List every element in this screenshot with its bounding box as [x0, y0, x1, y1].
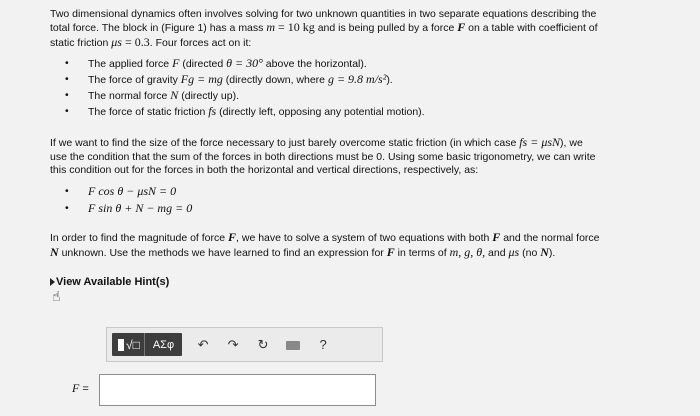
caret-right-icon[interactable]: [50, 278, 55, 286]
hints-area: [50, 276, 695, 305]
undo-icon[interactable]: ↶: [197, 336, 209, 352]
list-item: • The applied force F (directed θ = 30° above the horizontal).: [50, 56, 695, 72]
list-item: • The normal force N (directly up).: [50, 88, 695, 104]
answer-label: F =: [72, 381, 89, 395]
reset-icon[interactable]: ↻: [257, 336, 269, 352]
answer-input[interactable]: [99, 374, 376, 406]
problem-text: [50, 8, 695, 305]
mu-s-value: = 0.3: [121, 34, 150, 49]
instruction-paragraph: In order to find the magnitude of force F, we have to solve a system of two equations with both F and the normal force N unknown. Use the methods we have learned to find an expression for F in terms of m, g, θ, and μs (no N).: [50, 230, 600, 259]
help-button[interactable]: ?: [319, 337, 327, 352]
radical-template-button[interactable]: √□: [112, 333, 145, 356]
equation-horizontal: • F cos θ − μsN = 0: [50, 183, 695, 200]
math-toolbar: [106, 327, 383, 362]
mass-symbol: m: [266, 20, 275, 35]
mu-s-symbol: μs: [111, 34, 122, 49]
intro-line-3: static friction μs = 0.3. Four forces act on it:: [50, 34, 252, 49]
template-buttons: [112, 333, 182, 356]
list-item: • The force of gravity Fg = mg (directly down, where g = 9.8 m/s²).: [50, 72, 695, 88]
mass-value: 10 kg: [287, 20, 315, 35]
greek-symbols-button[interactable]: ΑΣφ: [152, 338, 175, 351]
intro-line-2: total force. The block in (Figure 1) has a mass m = 10 kg and is being pulled by a force F on a table with coefficient of: [50, 20, 598, 35]
square-icon: [118, 339, 124, 351]
view-hints-link[interactable]: View Available Hint(s): [56, 276, 170, 289]
equations-list: [50, 183, 695, 217]
condition-paragraph: If we want to find the size of the force necessary to just barely overcome static friction (in which case fs = μsN), we use the condition that the sum of the forces in both directions must be 0. Using some basic trigonometry, we can write this condition out for the forces in both the horizontal and vertical directions, respectively, as:: [50, 135, 596, 177]
equation-vertical: • F sin θ + N − mg = 0: [50, 200, 695, 217]
list-item: • The force of static friction fs (directly left, opposing any potential motion).: [50, 104, 695, 120]
keyboard-shortcuts-button[interactable]: [278, 337, 308, 352]
hand-cursor-icon: ☝: [52, 288, 61, 305]
redo-icon[interactable]: ↷: [227, 336, 239, 352]
keyboard-icon: [286, 341, 300, 350]
intro-line-1: Two dimensional dynamics often involves solving for two unknown quantities in two separate equations describing the: [50, 8, 597, 20]
forces-list: [50, 56, 695, 120]
force-symbol: F: [457, 20, 466, 35]
